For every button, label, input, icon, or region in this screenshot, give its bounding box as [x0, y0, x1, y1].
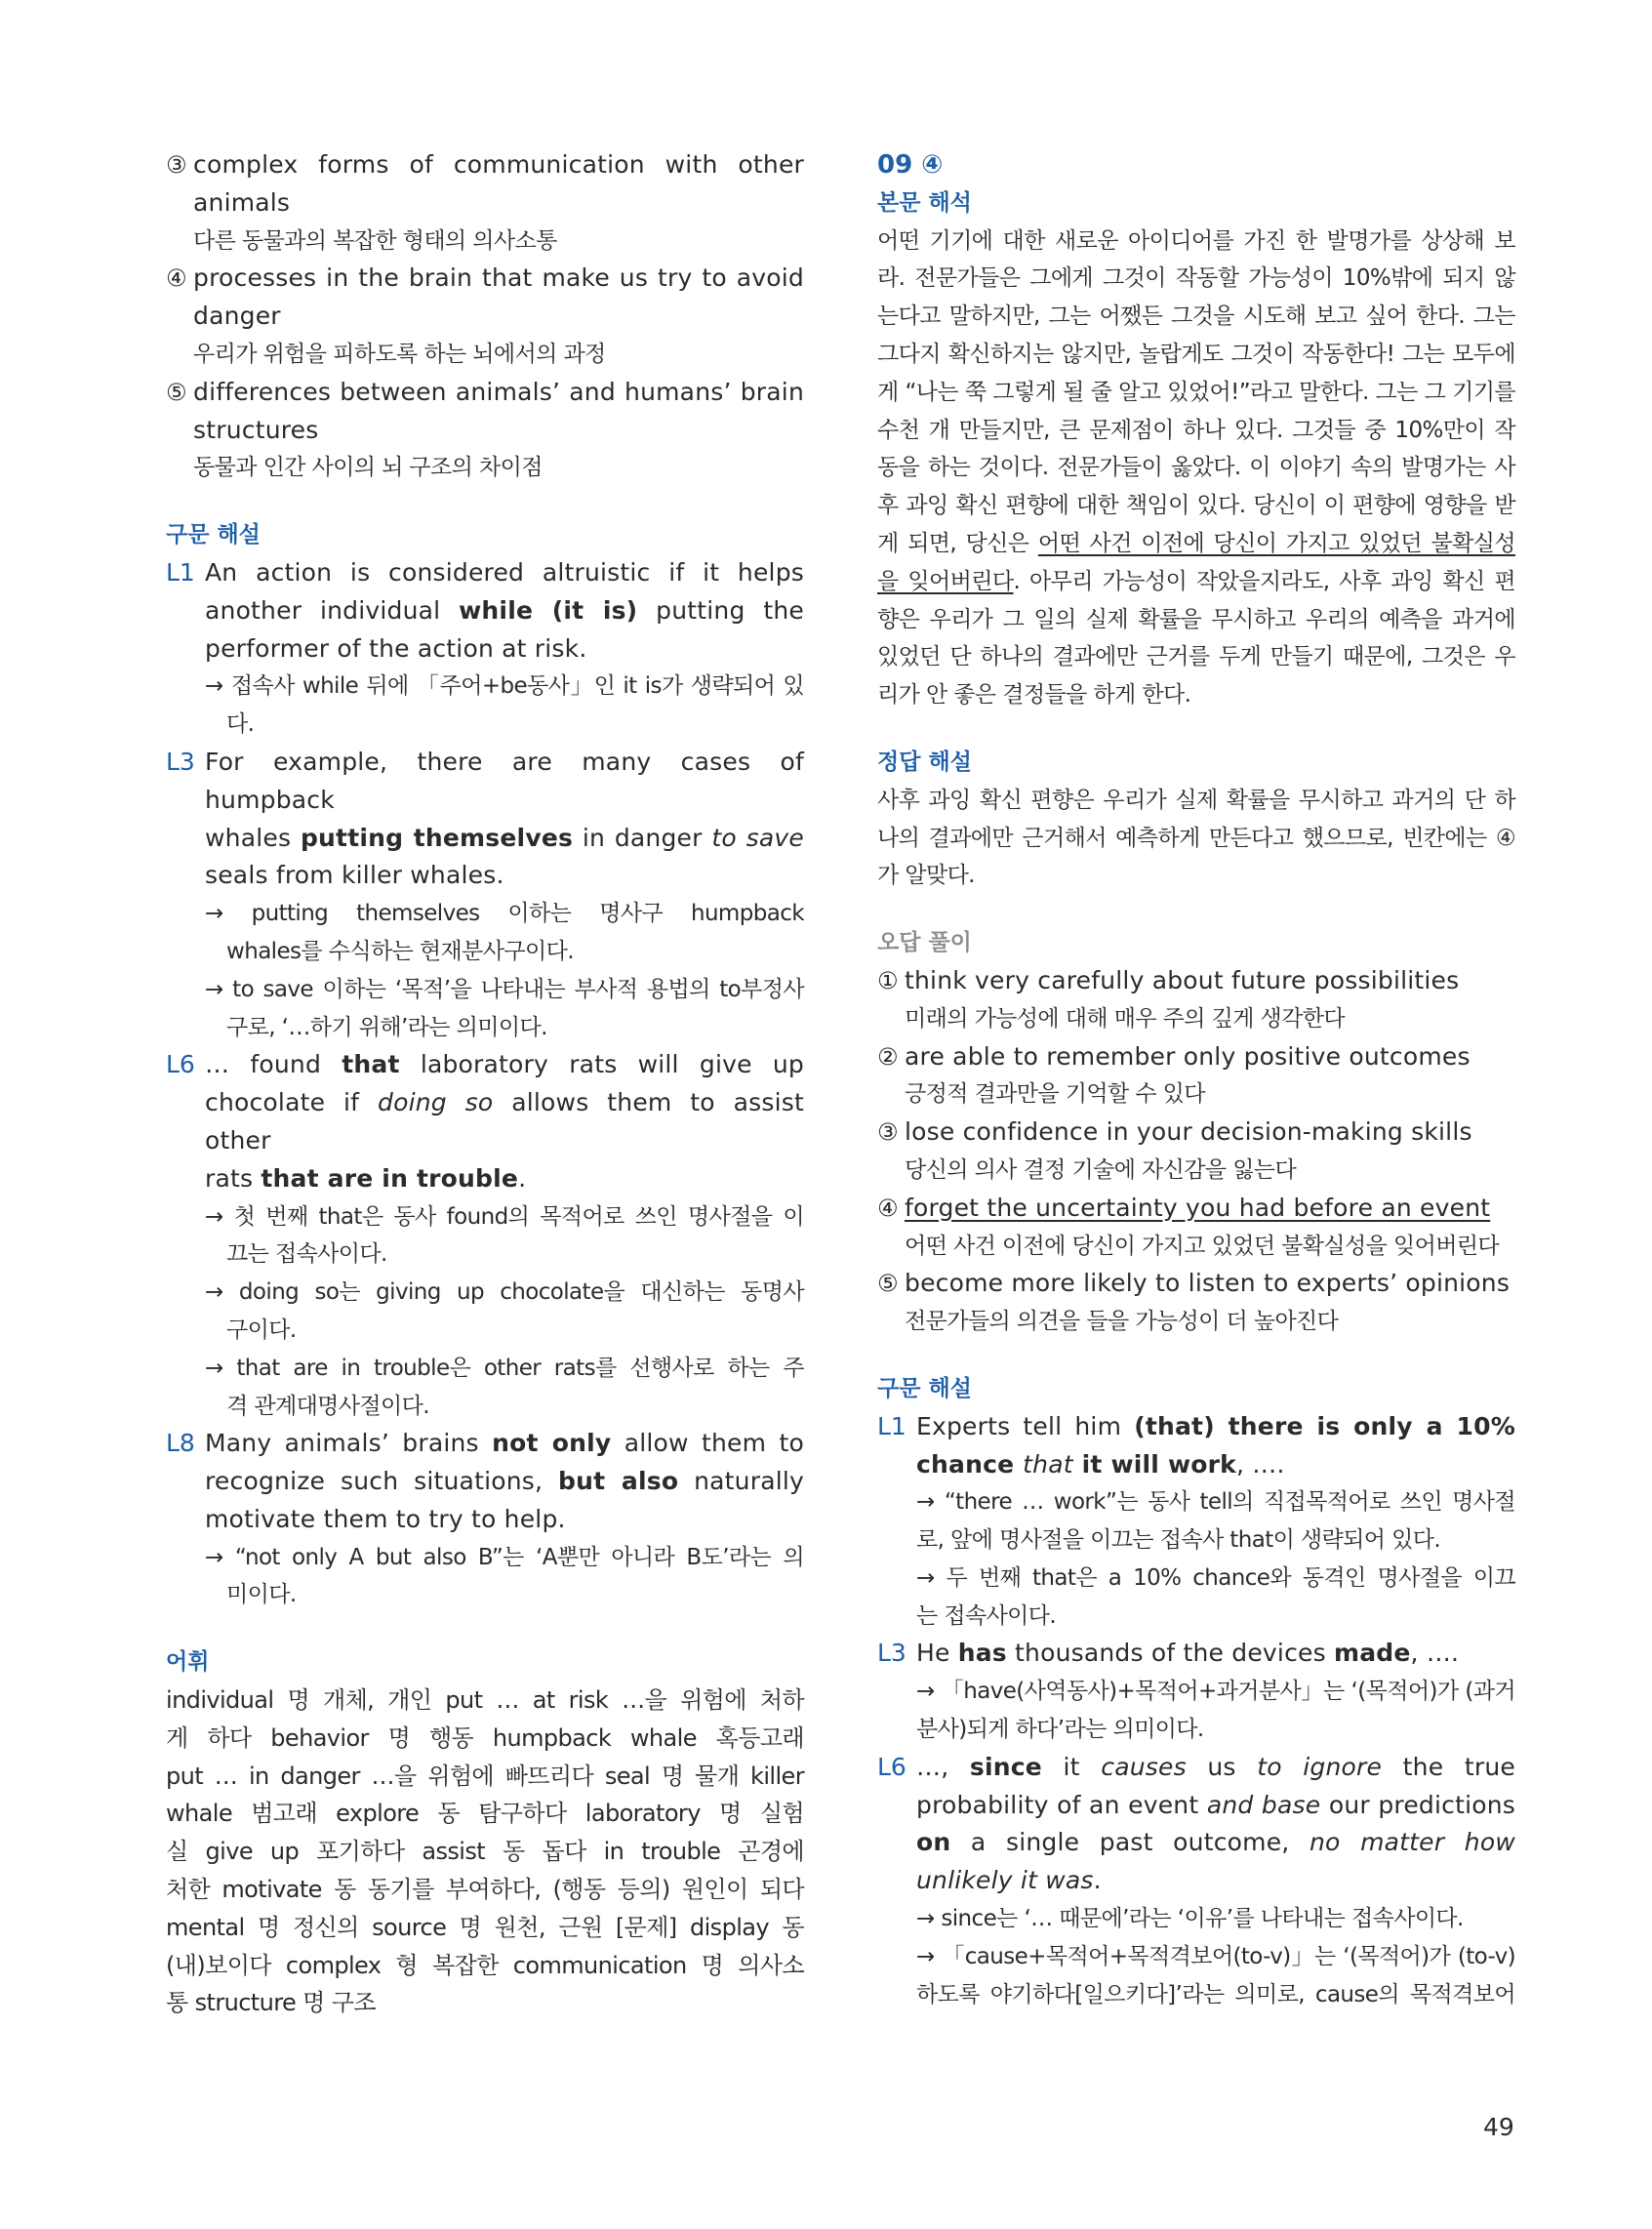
vocab-line: whale 범고래 explore 동 탐구하다 laboratory 명 실험 — [166, 1800, 804, 1828]
vocab-list — [166, 1682, 804, 2022]
option-translation: 어떤 사건 이전에 당신이 가지고 있었던 불확실성을 잊어버린다 — [905, 1233, 1500, 1259]
option-text-cont: danger — [193, 302, 281, 331]
wrong-option-4 — [877, 1190, 1515, 1266]
vocab-line: 실 give up 포기하다 assist 동 돕다 in trouble 곤경에 — [166, 1838, 804, 1866]
explanation-note-cont: 분사)되게 하다’라는 의미이다. — [916, 1717, 1204, 1743]
option-marker: ⑤ — [877, 1270, 899, 1298]
option-marker: ③ — [877, 1118, 899, 1147]
line-label: L3 — [166, 747, 195, 776]
sentence-line: …, since it causes us to ignore the true — [916, 1752, 1515, 1781]
option-marker: ③ — [166, 151, 187, 179]
option-text-cont: structures — [193, 415, 319, 444]
sentence-line: whales putting themselves in danger to save — [205, 823, 804, 852]
translation-line: 게 “나는 쭉 그렇게 될 줄 알고 있었어!”라고 말한다. 그는 그 기기를 — [877, 379, 1515, 405]
vocab-line: (내)보이다 complex 형 복잡한 communication 명 의사소 — [166, 1951, 804, 1979]
explanation-note-cont: 로, 앞에 명사절을 이끄는 접속사 that이 생략되어 있다. — [916, 1527, 1441, 1554]
question-number: 09 ④ — [877, 150, 944, 180]
translation-line: 라. 전문가들은 그에게 그것이 작동할 가능성이 10%밖에 되지 않 — [877, 265, 1515, 292]
left-column — [166, 146, 804, 2022]
vocab-section-title: 어휘 — [166, 1649, 210, 1676]
line-label: L6 — [166, 1050, 195, 1079]
option-4 — [166, 260, 804, 373]
sentence-line: on a single past outcome, no matter how — [916, 1828, 1515, 1857]
option-text: become more likely to listen to experts’ opinions — [905, 1269, 1511, 1298]
option-translation: 우리가 위험을 피하도록 하는 뇌에서의 과정 — [193, 341, 606, 367]
option-translation: 당신의 의사 결정 기술에 자신감을 잃는다 — [905, 1156, 1297, 1183]
translation-line: 는다고 말하지만, 그는 어쨌든 그것을 시도해 보고 싶어 한다. 그는 — [877, 304, 1515, 330]
answer-line: 가 알맞다. — [877, 863, 975, 889]
wrong-answers-list — [877, 962, 1515, 1341]
option-marker: ⑤ — [166, 378, 187, 406]
sentence-line: another individual while (it is) putting the — [205, 595, 804, 625]
option-marker: ② — [877, 1042, 899, 1071]
explanation-note: → doing so는 giving up chocolate을 대신하는 동명사 — [205, 1279, 804, 1306]
option-marker: ① — [877, 966, 899, 994]
translation-line: 있었던 단 하나의 결과에만 근거를 두게 만들기 때문에, 그것은 우 — [877, 644, 1515, 670]
sentence-line: motivate them to try to help. — [205, 1504, 566, 1533]
line-label: L6 — [877, 1752, 907, 1781]
syntax-section-title: 구문 해설 — [166, 522, 261, 548]
syntax-item-l6 — [166, 1046, 804, 1425]
right-column — [877, 146, 1515, 2013]
sentence-line: … found that laboratory rats will give up — [205, 1050, 804, 1079]
page-number: 49 — [1483, 2113, 1514, 2141]
option-marker: ④ — [877, 1194, 899, 1222]
answer-line: 나의 결과에만 근거해서 예측하게 만든다고 했으므로, 빈칸에는 ④ — [877, 825, 1515, 851]
line-label: L1 — [877, 1411, 907, 1440]
translation-line: 리가 안 좋은 결정들을 하게 한다. — [877, 682, 1191, 709]
syntax-item-l6 — [877, 1749, 1515, 2014]
translation-line: 그다지 확신하지는 않지만, 놀랍게도 그것이 작동한다! 그는 모두에 — [877, 341, 1515, 367]
sentence-line: recognize such situations, but also naturally — [205, 1467, 804, 1496]
option-text: forget the uncertainty you had before an event — [905, 1193, 1491, 1222]
sentence-line: probability of an event and base our predictions — [916, 1790, 1515, 1819]
syntax-item-l1 — [877, 1408, 1515, 1636]
explanation-note-cont: 구로, ‘…하기 위해’라는 의미이다. — [226, 1014, 547, 1040]
option-text-cont: animals — [193, 187, 291, 217]
explanation-note: → 첫 번째 that은 동사 found의 목적어로 쓰인 명사절을 이 — [205, 1203, 804, 1230]
explanation-note-cont: 하도록 야기하다[일으키다]’라는 의미로, cause의 목적격보어 — [916, 1981, 1515, 2007]
translation-line: 후 과잉 확신 편향에 대한 책임이 있다. 당신이 이 편향에 영향을 받 — [877, 493, 1515, 519]
sentence-line: chocolate if doing so allows them to assist other — [205, 1088, 804, 1155]
option-translation: 전문가들의 의견을 들을 가능성이 더 높아진다 — [905, 1309, 1339, 1335]
sentence-line: An action is considered altruistic if it helps — [205, 557, 804, 587]
explanation-note: → 「cause+목적어+목적격보어(to-v)」는 ‘(목적어)가 (to-v) — [916, 1943, 1515, 1969]
translation-line: 게 되면, 당신은 어떤 사건 이전에 당신이 가지고 있었던 불확실성 — [877, 530, 1515, 556]
explanation-note: → 접속사 while 뒤에 「주어+be동사」인 it is가 생략되어 있 — [205, 673, 804, 700]
syntax-section-title: 구문 해설 — [877, 1375, 972, 1401]
sentence-line: Many animals’ brains not only allow them to — [205, 1429, 804, 1458]
answer-line: 사후 과잉 확신 편향은 우리가 실제 확률을 무시하고 과거의 단 하 — [877, 787, 1515, 813]
syntax-item-l8 — [166, 1425, 804, 1614]
translation-line: 어떤 기기에 대한 새로운 아이디어를 가진 한 발명가를 상상해 보 — [877, 227, 1515, 254]
sentence-line: Experts tell him (that) there is only a 10% — [916, 1411, 1515, 1440]
option-text: processes in the brain that make us try to avoid — [193, 263, 804, 293]
vocab-line: mental 명 정신의 source 명 원천, 근원 [문제] display 동 — [166, 1913, 804, 1941]
option-text: think very carefully about future possibilities — [905, 965, 1460, 994]
vocab-line: 처한 motivate 동 동기를 부여하다, (행동 등의) 원인이 되다 — [166, 1876, 804, 1904]
explanation-note: → “there … work”는 동사 tell의 직접목적어로 쓰인 명사절 — [916, 1489, 1515, 1516]
sentence-line: For example, there are many cases of humpback — [205, 747, 804, 814]
sentence-line: seals from killer whales. — [205, 861, 504, 890]
translation-line: 동을 하는 것이다. 전문가들이 옳았다. 이 이야기 속의 발명가는 사 — [877, 455, 1515, 481]
explanation-note: → 두 번째 that은 a 10% chance와 동격인 명사절을 이끄 — [916, 1564, 1515, 1591]
vocab-line: 게 하다 behavior 명 행동 humpback whale 혹등고래 — [166, 1723, 804, 1752]
explanation-note-cont: 구이다. — [226, 1317, 297, 1343]
translation-line: 수천 개 만들지만, 큰 문제점이 하나 있다. 그것들 중 10%만이 작 — [877, 417, 1515, 443]
explanation-note: → that are in trouble은 other rats를 선행사로 하는 주 — [205, 1355, 804, 1381]
sentence-line: He has thousands of the devices made, …. — [916, 1639, 1460, 1668]
explanation-note-cont: 끄는 접속사이다. — [226, 1241, 387, 1268]
sentence-line: performer of the action at risk. — [205, 633, 587, 663]
explanation-note-cont: 다. — [226, 711, 255, 738]
wrong-option-3 — [877, 1114, 1515, 1190]
option-3 — [166, 146, 804, 260]
option-marker: ④ — [166, 264, 187, 293]
option-text: lose confidence in your decision-making skills — [905, 1117, 1472, 1147]
sentence-line: chance that it will work, …. — [916, 1449, 1285, 1479]
syntax-item-l3 — [877, 1635, 1515, 1748]
explanation-note: → 「have(사역동사)+목적어+과거분사」는 ‘(목적어)가 (과거 — [916, 1679, 1515, 1705]
syntax-item-l3 — [166, 744, 804, 1046]
translation-section-title: 본문 해석 — [877, 189, 972, 216]
option-translation: 미래의 가능성에 대해 매우 주의 깊게 생각한다 — [905, 1005, 1346, 1032]
vocab-line: put … in danger …을 위험에 빠뜨리다 seal 명 물개 killer — [166, 1762, 804, 1790]
option-text: complex forms of communication with other — [193, 150, 804, 179]
sentence-line: rats that are in trouble. — [205, 1163, 527, 1193]
option-translation: 긍정적 결과만을 기억할 수 있다 — [905, 1081, 1205, 1108]
translation-text — [877, 223, 1515, 714]
wrong-answers-section-title: 오답 풀이 — [877, 930, 972, 956]
explanation-note: → to save 이하는 ‘목적’을 나타내는 부사적 용법의 to부정사 — [205, 976, 804, 1002]
option-translation: 동물과 인간 사이의 뇌 구조의 차이점 — [193, 455, 543, 481]
option-5 — [166, 374, 804, 487]
vocab-line: individual 명 개체, 개인 put … at risk …을 위험에 처하 — [166, 1686, 804, 1715]
explanation-note-cont: 는 접속사이다. — [916, 1602, 1057, 1629]
explanation-note-cont: whales를 수식하는 현재분사구이다. — [226, 938, 574, 964]
answer-explanation — [877, 782, 1515, 895]
wrong-option-2 — [877, 1038, 1515, 1114]
explanation-note: → since는 ‘… 때문에’라는 ‘이유’를 나타내는 접속사이다. — [916, 1906, 1464, 1932]
vocab-line: 통 structure 명 구조 — [166, 1989, 376, 2017]
line-label: L8 — [166, 1429, 195, 1458]
option-text: differences between animals’ and humans’ brain — [193, 377, 804, 406]
line-label: L3 — [877, 1639, 907, 1668]
explanation-note-cont: 격 관계대명사절이다. — [226, 1393, 429, 1419]
option-translation: 다른 동물과의 복잡한 형태의 의사소통 — [193, 227, 557, 254]
translation-line: 향은 우리가 그 일의 실제 확률을 무시하고 우리의 예측을 과거에 — [877, 606, 1515, 632]
translation-line: 을 잊어버린다. 아무리 가능성이 작았을지라도, 사후 과잉 확신 편 — [877, 568, 1516, 594]
explanation-note-cont: 미이다. — [226, 1582, 297, 1608]
line-label: L1 — [166, 557, 195, 587]
option-text: are able to remember only positive outcomes — [905, 1041, 1471, 1071]
wrong-option-5 — [877, 1265, 1515, 1341]
explanation-note: → putting themselves 이하는 명사구 humpback — [205, 901, 804, 927]
explanation-note: → “not only A but also B”는 ‘A뿐만 아니라 B도’라는 의 — [205, 1544, 804, 1570]
syntax-item-l1 — [166, 554, 804, 744]
sentence-line: unlikely it was. — [916, 1866, 1102, 1895]
answer-section-title: 정답 해설 — [877, 749, 972, 775]
wrong-option-1 — [877, 962, 1515, 1038]
